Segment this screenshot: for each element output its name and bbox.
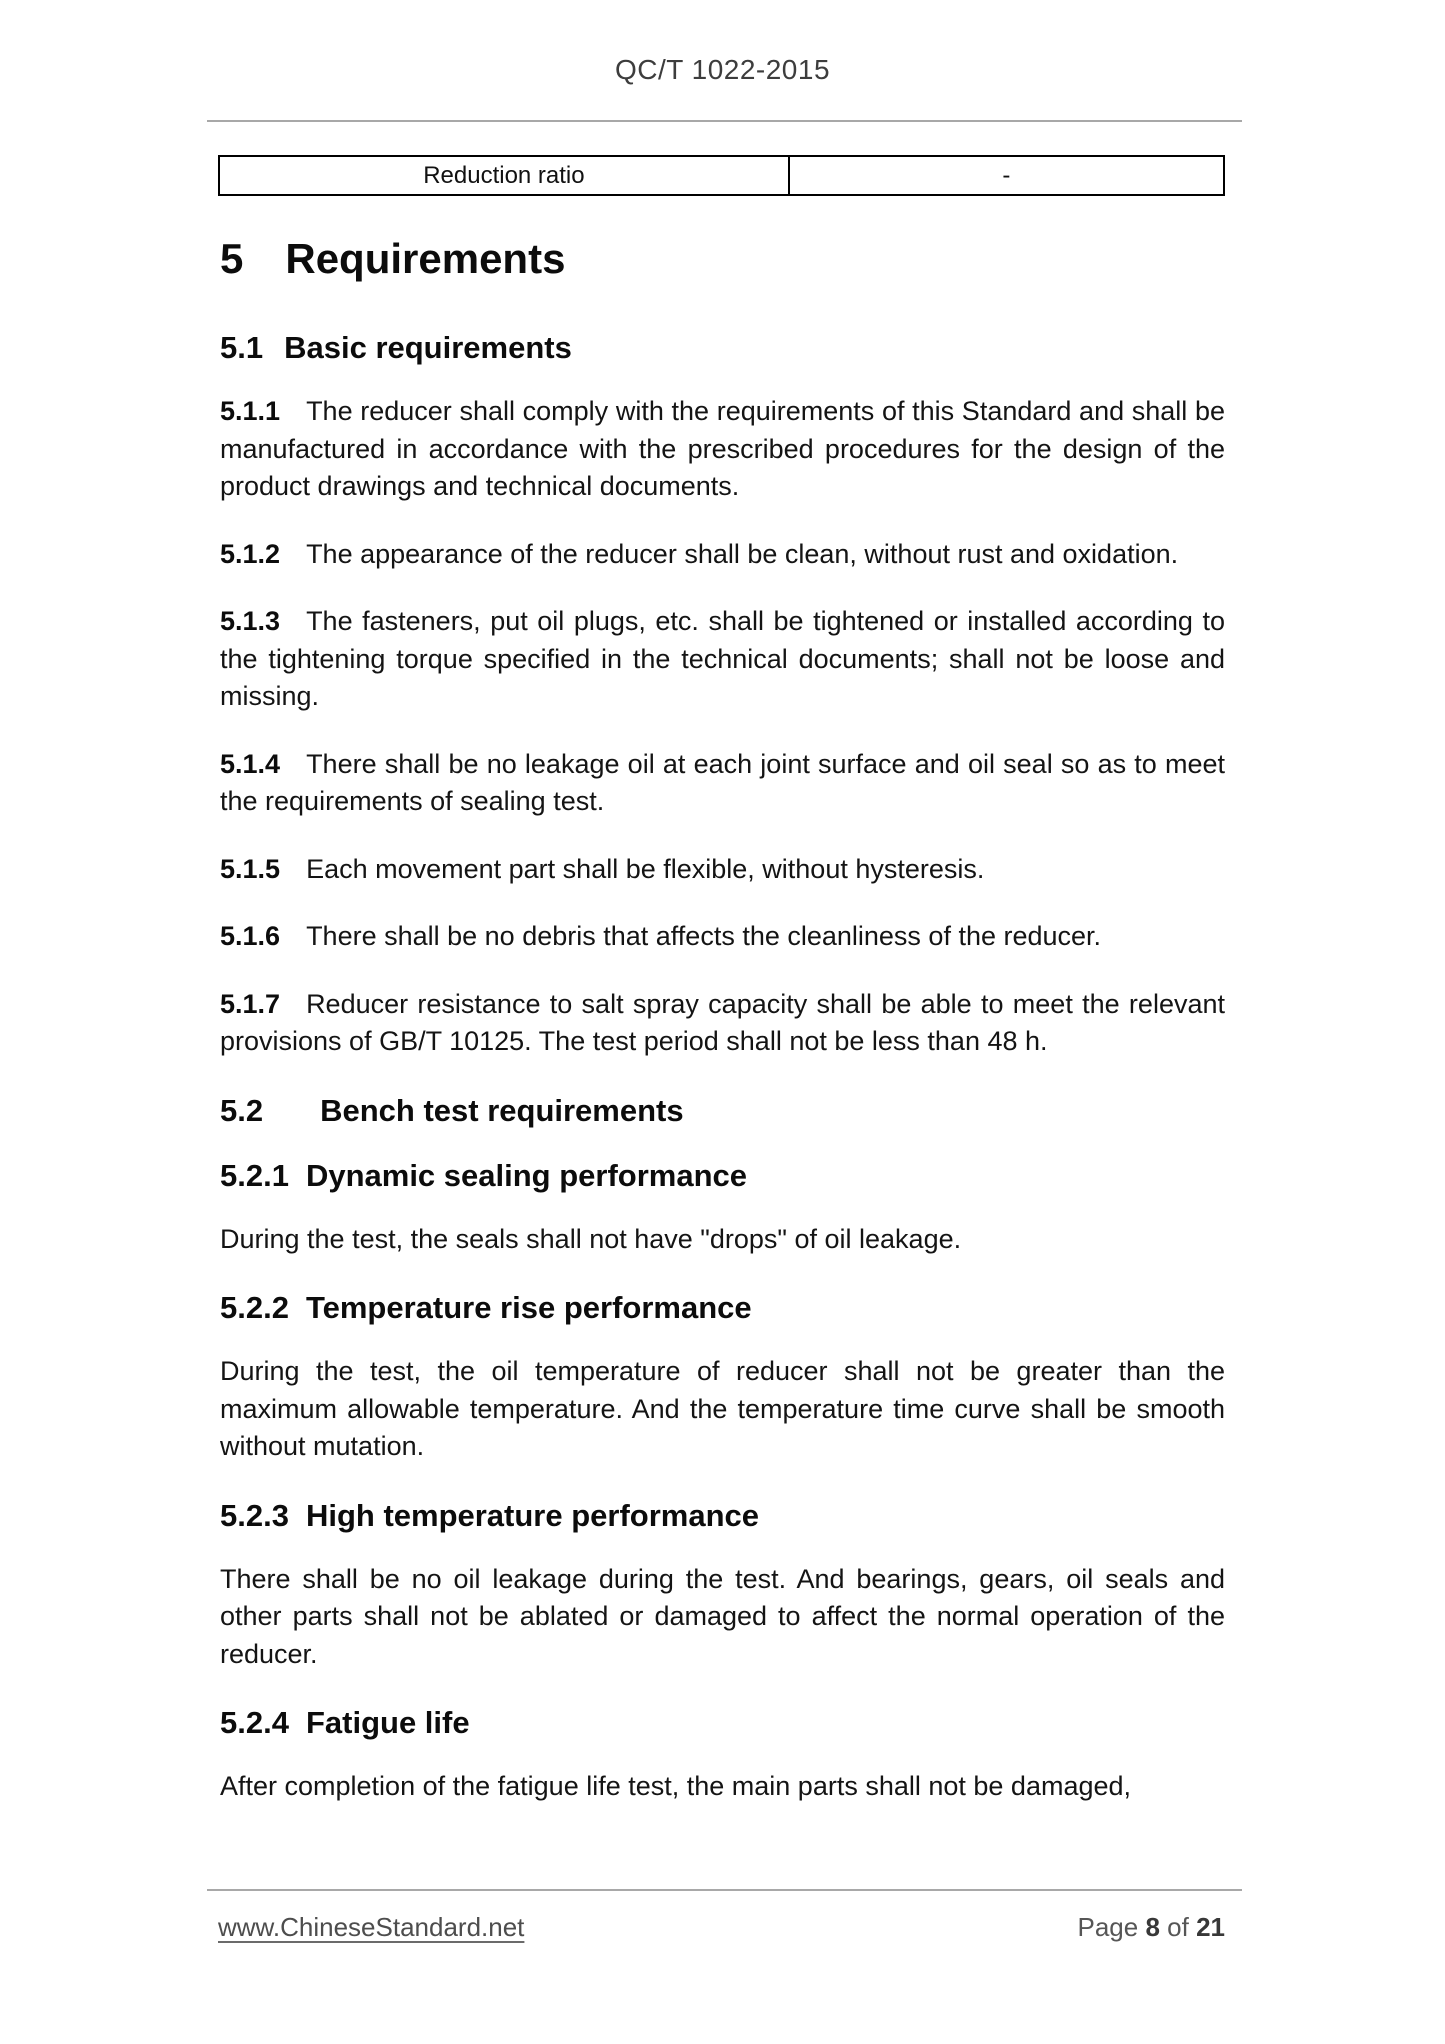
block-text: There shall be no leakage oil at each joint surface and oil seal so as to meet the requirements of sealing test. bbox=[220, 748, 1225, 816]
section-heading-5.2.2 bbox=[220, 1288, 1225, 1328]
block-text: Dynamic sealing performance bbox=[305, 1157, 748, 1193]
paragraph-11 bbox=[220, 1221, 1225, 1259]
paragraph-5.1.7 bbox=[220, 986, 1225, 1061]
paragraph-5.1.2 bbox=[220, 536, 1225, 574]
section-number: 5.2 bbox=[220, 1092, 264, 1128]
section-number: 5.1 bbox=[220, 330, 264, 365]
section-number: 5 bbox=[220, 235, 244, 282]
footer-divider-rule bbox=[207, 1889, 1242, 1891]
block-text: The appearance of the reducer shall be clean, without rust and oxidation. bbox=[306, 538, 1179, 569]
block-text: High temperature performance bbox=[305, 1497, 760, 1533]
document-header-title: QC/T 1022-2015 bbox=[614, 54, 831, 85]
footer-page-indicator bbox=[1077, 1912, 1225, 1943]
block-text: There shall be no oil leakage during the test. And bearings, gears, oil seals and other parts shall not be ablated or damaged to affect the normal operation of the reducer. bbox=[220, 1563, 1225, 1669]
block-text: During the test, the oil temperature of reducer shall not be greater than the maximum allowable temperature. And the temperature time curve shall be smooth without mutation. bbox=[220, 1356, 1225, 1461]
footer-site-link[interactable]: www.ChineseStandard.net bbox=[218, 1912, 525, 1942]
section-heading-5.2.3 bbox=[220, 1496, 1225, 1536]
paragraph-5.1.1 bbox=[220, 393, 1225, 506]
block-text: Temperature rise performance bbox=[305, 1290, 752, 1325]
header-divider-rule bbox=[207, 120, 1242, 122]
section-heading-5.2.1 bbox=[220, 1156, 1225, 1196]
section-heading-5.2.4 bbox=[220, 1703, 1225, 1743]
section-heading-5.1 bbox=[220, 328, 1225, 368]
section-number: 5.1.1 bbox=[220, 396, 281, 426]
block-text: Fatigue life bbox=[305, 1705, 470, 1740]
block-text: Basic requirements bbox=[284, 330, 572, 365]
paragraph-5.1.3 bbox=[220, 603, 1225, 716]
section-number: 5.1.4 bbox=[220, 748, 281, 779]
block-text: The fasteners, put oil plugs, etc. shall be tightened or installed according to the tightening torque specified in the technical documents; shall not be loose and missing. bbox=[220, 606, 1225, 711]
section-number: 5.1.3 bbox=[220, 606, 281, 636]
block-text: The reducer shall comply with the requirements of this Standard and shall be manufactured in accordance with the prescribed procedures for the design of the product drawings and technical documents. bbox=[220, 396, 1225, 501]
footer-page-total: 21 bbox=[1196, 1912, 1225, 1942]
section-heading-5.2 bbox=[220, 1091, 1225, 1131]
section-number: 5.2.4 bbox=[220, 1705, 289, 1740]
paragraph-5.1.5 bbox=[220, 851, 1225, 889]
block-text: There shall be no debris that affects the cleanliness of the reducer. bbox=[306, 921, 1102, 951]
block-text: After completion of the fatigue life test, the main parts shall not be damaged, bbox=[220, 1771, 1132, 1801]
section-number: 5.2.1 bbox=[220, 1157, 289, 1193]
section-number: 5.2.2 bbox=[220, 1290, 289, 1325]
paragraph-5.1.6 bbox=[220, 918, 1225, 956]
paragraph-13 bbox=[220, 1353, 1225, 1466]
table-cell-label: Reduction ratio bbox=[219, 156, 789, 195]
block-text: Requirements bbox=[285, 235, 566, 282]
reduction-ratio-table bbox=[218, 155, 1225, 196]
section-number: 5.1.2 bbox=[220, 538, 281, 569]
paragraph-5.1.4 bbox=[220, 746, 1225, 821]
section-heading-5 bbox=[220, 235, 1225, 283]
block-text: During the test, the seals shall not have "drops" of oil leakage. bbox=[220, 1223, 962, 1254]
block-text: Each movement part shall be flexible, without hysteresis. bbox=[306, 853, 985, 884]
section-number: 5.1.7 bbox=[220, 988, 281, 1019]
footer-of-label: of bbox=[1167, 1912, 1189, 1942]
block-text: Bench test requirements bbox=[320, 1092, 684, 1128]
paragraph-15 bbox=[220, 1561, 1225, 1674]
table-cell-value: - bbox=[789, 156, 1224, 195]
footer-page-number: 8 bbox=[1145, 1912, 1160, 1942]
section-number: 5.2.3 bbox=[220, 1497, 289, 1533]
paragraph-17 bbox=[220, 1768, 1225, 1806]
block-text: Reducer resistance to salt spray capacity shall be able to meet the relevant provisions of GB/T 10125. The test period shall not be less than 48 h. bbox=[220, 988, 1225, 1056]
table-row bbox=[219, 156, 1224, 195]
content bbox=[220, 235, 1225, 1836]
section-number: 5.1.6 bbox=[220, 921, 281, 951]
footer-page-label: Page bbox=[1077, 1912, 1139, 1942]
section-number: 5.1.5 bbox=[220, 853, 281, 884]
